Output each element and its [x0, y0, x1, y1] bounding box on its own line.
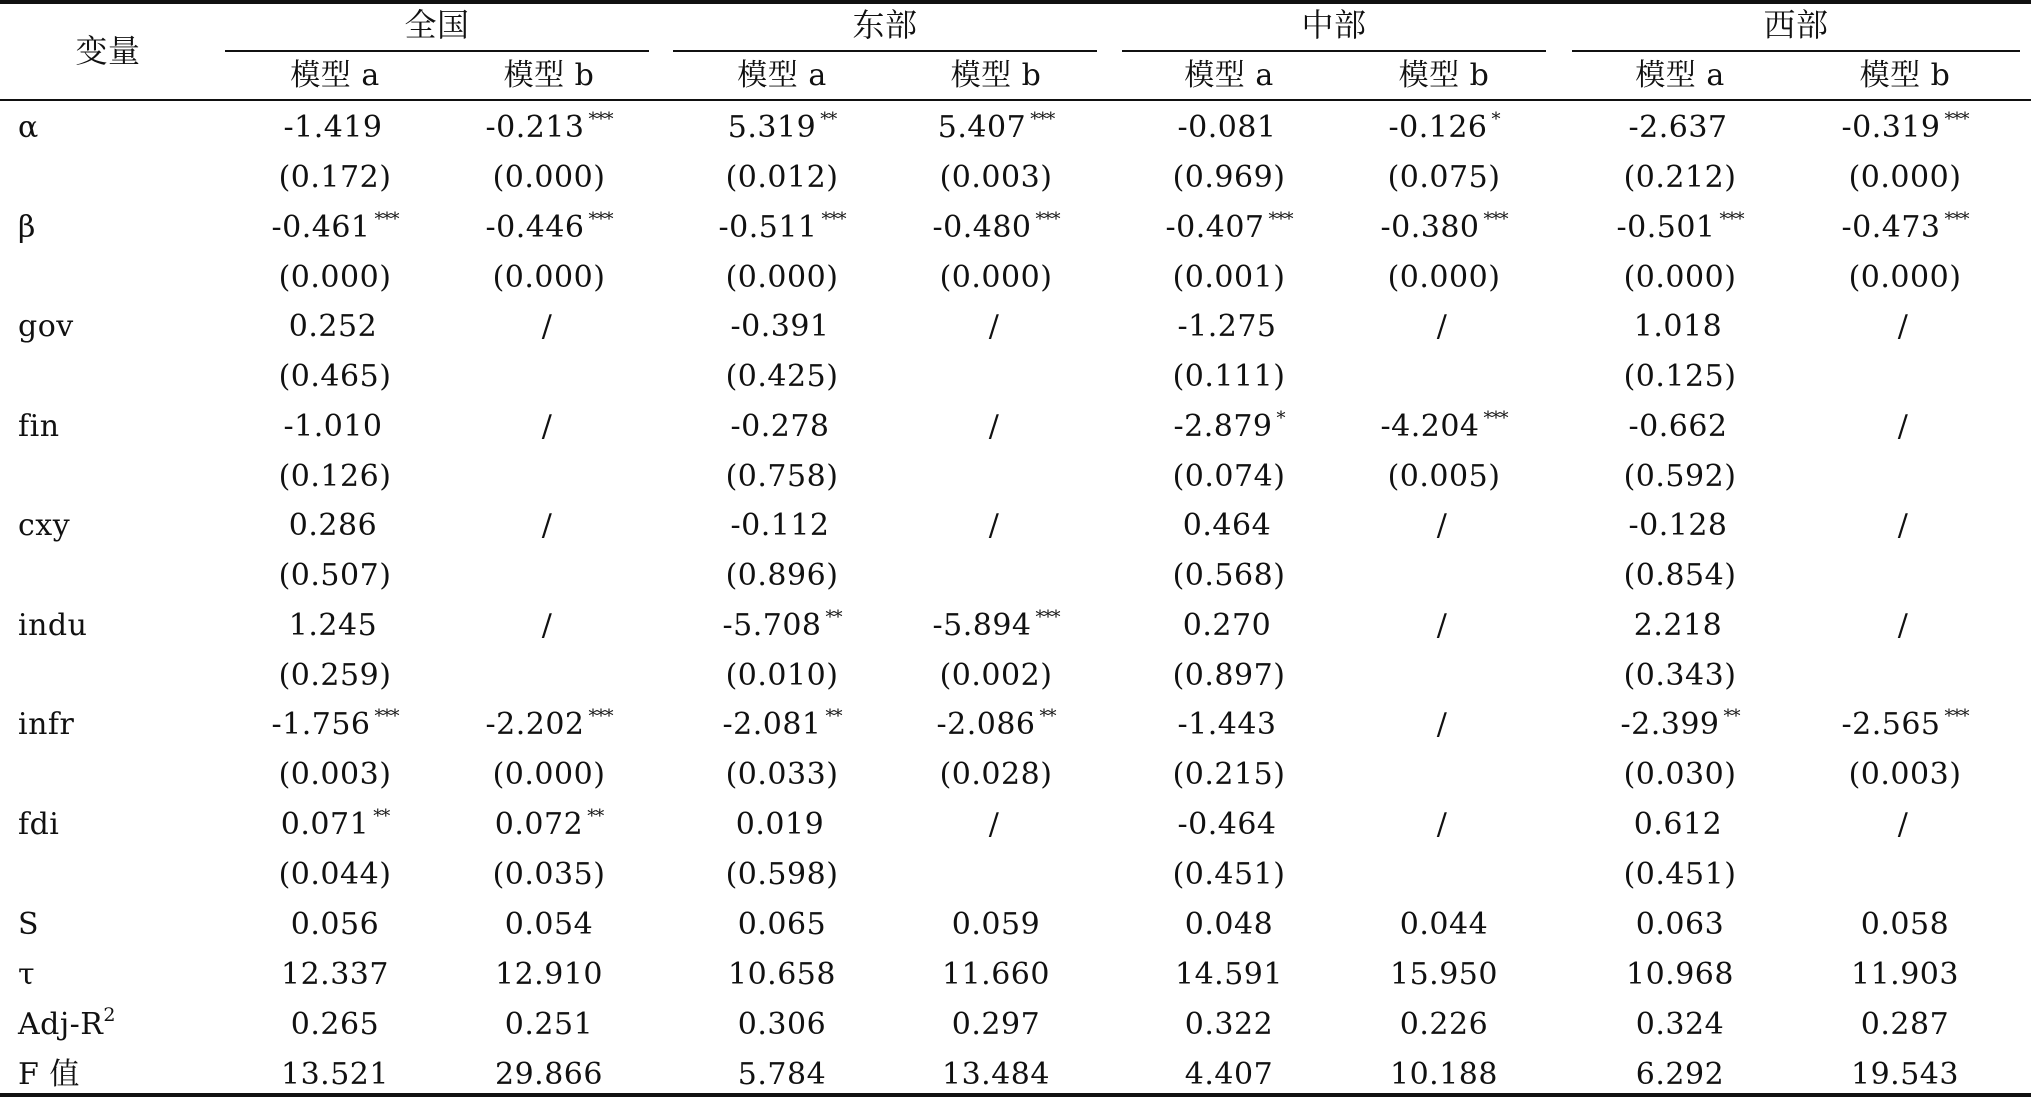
- coefficient-cell: [1380, 408, 1508, 444]
- coefficient-value: /: [1436, 309, 1448, 344]
- stat-value-cell: 10.968: [1626, 957, 1734, 992]
- coefficient-cell: [1633, 807, 1726, 842]
- significance-stars: ***: [821, 209, 846, 230]
- coefficient-value: -2.202: [485, 707, 585, 742]
- coefficient-value: 0.612: [1633, 807, 1723, 842]
- stat-label: [18, 1057, 80, 1092]
- significance-stars: *: [1276, 408, 1285, 429]
- coefficient-value: /: [1897, 508, 1909, 543]
- coefficient-cell: [727, 109, 837, 145]
- coefficient-cell: [1436, 608, 1452, 643]
- p-value-cell: (0.598): [725, 857, 839, 892]
- coefficient-value: /: [1897, 309, 1909, 344]
- coefficient-cell: [722, 706, 842, 742]
- stat-value-cell: 5.784: [737, 1057, 827, 1092]
- coefficient-cell: [271, 706, 399, 742]
- coefficient-cell: [1897, 608, 1913, 643]
- coefficient-cell: [1633, 608, 1726, 643]
- coefficient-value: -0.128: [1628, 508, 1728, 543]
- significance-stars: ***: [1030, 109, 1055, 130]
- significance-stars: ***: [588, 706, 613, 727]
- stat-value-cell: 15.950: [1390, 957, 1498, 992]
- p-value-cell: (0.028): [939, 757, 1053, 792]
- coefficient-cell: [1436, 707, 1452, 742]
- significance-stars: ***: [1719, 209, 1744, 230]
- stat-value-cell: 12.337: [281, 957, 389, 992]
- model-header-b: 模型 b: [1398, 58, 1490, 93]
- coefficient-value: -0.081: [1177, 110, 1277, 145]
- stat-value-cell: 0.058: [1860, 907, 1950, 942]
- stat-value-cell: 0.322: [1184, 1007, 1274, 1042]
- coefficient-value: -2.637: [1628, 110, 1728, 145]
- stat-value-cell: 0.054: [504, 907, 594, 942]
- coefficient-cell: [1841, 209, 1969, 245]
- p-value-cell: (0.758): [725, 459, 839, 494]
- p-value-cell: (0.012): [725, 160, 839, 195]
- table-bottom-rule: [0, 1093, 2031, 1097]
- coefficient-cell: [932, 607, 1060, 643]
- significance-stars: **: [373, 806, 390, 827]
- stat-value-cell: 13.484: [942, 1057, 1050, 1092]
- coefficient-value: /: [988, 409, 1000, 444]
- p-value-cell: (0.896): [725, 558, 839, 593]
- p-value-cell: (0.465): [278, 359, 392, 394]
- model-header-b: 模型 b: [1859, 58, 1951, 93]
- coefficient-value: /: [541, 608, 553, 643]
- stat-value-cell: 10.658: [728, 957, 836, 992]
- coefficient-value: -0.501: [1616, 210, 1716, 245]
- stat-value-cell: 0.287: [1860, 1007, 1950, 1042]
- coefficient-cell: [485, 706, 613, 742]
- coefficient-cell: [280, 806, 390, 842]
- stat-value-cell: 0.065: [737, 907, 827, 942]
- p-value-cell: (0.343): [1623, 658, 1737, 693]
- coefficient-value: 0.464: [1182, 508, 1272, 543]
- p-value-cell: (0.215): [1172, 757, 1286, 792]
- coefficient-value: 0.286: [288, 508, 378, 543]
- coefficient-cell: [1897, 508, 1913, 543]
- coefficient-cell: [485, 209, 613, 245]
- group-header-central: 中部: [1301, 6, 1367, 44]
- coefficient-cell: [730, 508, 833, 543]
- row-label: cxy: [18, 508, 71, 543]
- p-value-cell: (0.005): [1387, 459, 1501, 494]
- stat-label: [18, 907, 40, 942]
- coefficient-value: -4.204: [1380, 409, 1480, 444]
- coefficient-cell: [1380, 209, 1508, 245]
- coefficient-cell: [541, 409, 557, 444]
- coefficient-cell: [1628, 409, 1731, 444]
- group-underline-west: [1572, 50, 2020, 52]
- p-value-cell: (0.000): [1848, 260, 1962, 295]
- coefficient-cell: [1616, 209, 1744, 245]
- stat-value-cell: 0.063: [1635, 907, 1725, 942]
- significance-stars: ***: [1944, 706, 1969, 727]
- stat-value-cell: 0.324: [1635, 1007, 1725, 1042]
- coefficient-cell: [988, 807, 1004, 842]
- coefficient-value: -1.010: [283, 409, 383, 444]
- stat-value-cell: 11.660: [942, 957, 1050, 992]
- p-value-cell: (0.000): [939, 260, 1053, 295]
- coefficient-cell: [541, 508, 557, 543]
- significance-stars: ***: [1944, 209, 1969, 230]
- coefficient-value: -2.086: [936, 707, 1036, 742]
- p-value-cell: (0.592): [1623, 459, 1737, 494]
- stat-value-cell: 6.292: [1635, 1057, 1725, 1092]
- coefficient-value: 1.245: [288, 608, 378, 643]
- coefficient-value: -1.443: [1177, 707, 1277, 742]
- coefficient-value: 1.018: [1633, 309, 1723, 344]
- p-value-cell: (0.000): [1623, 260, 1737, 295]
- coefficient-value: -0.112: [730, 508, 830, 543]
- coefficient-value: 5.319: [727, 110, 817, 145]
- group-underline-national: [225, 50, 649, 52]
- coefficient-value: -2.565: [1841, 707, 1941, 742]
- coefficient-cell: [1841, 706, 1969, 742]
- row-label: infr: [18, 707, 75, 742]
- row-label: indu: [18, 608, 88, 643]
- coefficient-cell: [722, 607, 842, 643]
- significance-stars: **: [1039, 706, 1056, 727]
- coefficient-value: -0.464: [1177, 807, 1277, 842]
- p-value-cell: (0.259): [278, 658, 392, 693]
- stat-label: [18, 1004, 116, 1042]
- stat-value-cell: 0.044: [1399, 907, 1489, 942]
- coefficient-cell: [1182, 508, 1275, 543]
- coefficient-value: -2.879: [1173, 409, 1273, 444]
- p-value-cell: (0.425): [725, 359, 839, 394]
- p-value-cell: (0.897): [1172, 658, 1286, 693]
- stat-value-cell: 4.407: [1184, 1057, 1274, 1092]
- group-underline-central: [1122, 50, 1546, 52]
- stat-value-cell: 0.306: [737, 1007, 827, 1042]
- stat-value-cell: 0.265: [290, 1007, 380, 1042]
- coefficient-value: /: [541, 309, 553, 344]
- row-label: β: [18, 210, 36, 245]
- stat-label-superscript: 2: [103, 1004, 116, 1026]
- coefficient-value: -1.756: [271, 707, 371, 742]
- coefficient-value: 0.071: [280, 807, 370, 842]
- coefficient-value: -2.399: [1620, 707, 1720, 742]
- significance-stars: *: [1491, 109, 1500, 130]
- significance-stars: **: [1723, 706, 1740, 727]
- coefficient-cell: [1897, 807, 1913, 842]
- p-value-cell: (0.451): [1172, 857, 1286, 892]
- coefficient-value: 5.407: [937, 110, 1027, 145]
- p-value-cell: (0.126): [278, 459, 392, 494]
- p-value-cell: (0.003): [939, 160, 1053, 195]
- p-value-cell: (0.568): [1172, 558, 1286, 593]
- stat-label-text: τ: [18, 957, 36, 992]
- coefficient-cell: [271, 209, 399, 245]
- p-value-cell: (0.002): [939, 658, 1053, 693]
- header-bottom-rule: [0, 99, 2031, 101]
- coefficient-cell: [718, 209, 846, 245]
- coefficient-value: /: [1436, 707, 1448, 742]
- coefficient-cell: [1628, 110, 1731, 145]
- p-value-cell: (0.507): [278, 558, 392, 593]
- significance-stars: **: [820, 109, 837, 130]
- coefficient-cell: [1897, 309, 1913, 344]
- coefficient-cell: [288, 608, 381, 643]
- header-variable-label: 变量: [75, 32, 141, 70]
- coefficient-value: 2.218: [1633, 608, 1723, 643]
- coefficient-value: 0.270: [1182, 608, 1272, 643]
- coefficient-value: /: [1436, 807, 1448, 842]
- coefficient-cell: [1436, 309, 1452, 344]
- coefficient-cell: [1633, 309, 1726, 344]
- coefficient-value: 0.019: [735, 807, 825, 842]
- significance-stars: ***: [1035, 209, 1060, 230]
- p-value-cell: (0.172): [278, 160, 392, 195]
- p-value-cell: (0.030): [1623, 757, 1737, 792]
- model-header-a: 模型 a: [1184, 58, 1274, 93]
- coefficient-cell: [288, 508, 381, 543]
- coefficient-value: /: [988, 508, 1000, 543]
- coefficient-cell: [1177, 309, 1280, 344]
- p-value-cell: (0.000): [492, 757, 606, 792]
- coefficient-cell: [1841, 109, 1969, 145]
- significance-stars: ***: [1483, 408, 1508, 429]
- significance-stars: **: [825, 607, 842, 628]
- coefficient-cell: [494, 806, 604, 842]
- coefficient-cell: [1177, 110, 1280, 145]
- p-value-cell: (0.044): [278, 857, 392, 892]
- row-label: fdi: [18, 807, 60, 842]
- model-header-a: 模型 a: [290, 58, 380, 93]
- p-value-cell: (0.003): [1848, 757, 1962, 792]
- p-value-cell: (0.000): [1387, 260, 1501, 295]
- coefficient-cell: [936, 706, 1056, 742]
- stat-label-text: S: [18, 907, 40, 942]
- p-value-cell: (0.003): [278, 757, 392, 792]
- model-header-a: 模型 a: [1635, 58, 1725, 93]
- coefficient-cell: [283, 110, 386, 145]
- coefficient-cell: [1165, 209, 1293, 245]
- table-top-rule: [0, 0, 2031, 4]
- stat-value-cell: 0.251: [504, 1007, 594, 1042]
- coefficient-value: /: [1897, 608, 1909, 643]
- coefficient-cell: [541, 309, 557, 344]
- coefficient-value: -0.319: [1841, 110, 1941, 145]
- coefficient-cell: [485, 109, 613, 145]
- stat-value-cell: 0.059: [951, 907, 1041, 942]
- coefficient-value: -5.894: [932, 608, 1032, 643]
- coefficient-cell: [288, 309, 381, 344]
- stat-value-cell: 0.056: [290, 907, 380, 942]
- coefficient-cell: [1628, 508, 1731, 543]
- coefficient-cell: [730, 409, 833, 444]
- coefficient-value: /: [988, 807, 1000, 842]
- group-header-national: 全国: [404, 6, 470, 44]
- coefficient-value: -5.708: [722, 608, 822, 643]
- model-header-b: 模型 b: [503, 58, 595, 93]
- coefficient-cell: [730, 309, 833, 344]
- significance-stars: ***: [1944, 109, 1969, 130]
- p-value-cell: (0.035): [492, 857, 606, 892]
- p-value-cell: (0.001): [1172, 260, 1286, 295]
- row-label: gov: [18, 309, 74, 344]
- significance-stars: ***: [588, 109, 613, 130]
- coefficient-cell: [1436, 807, 1452, 842]
- p-value-cell: (0.074): [1172, 459, 1286, 494]
- coefficient-value: /: [1897, 409, 1909, 444]
- stat-label-text: Adj-R: [18, 1007, 104, 1042]
- coefficient-value: -1.419: [283, 110, 383, 145]
- significance-stars: ***: [1483, 209, 1508, 230]
- significance-stars: **: [825, 706, 842, 727]
- p-value-cell: (0.969): [1172, 160, 1286, 195]
- p-value-cell: (0.033): [725, 757, 839, 792]
- coefficient-value: -0.461: [271, 210, 371, 245]
- coefficient-value: /: [1436, 608, 1448, 643]
- row-label: α: [18, 110, 39, 145]
- stat-value-cell: 29.866: [495, 1057, 603, 1092]
- stat-value-cell: 0.226: [1399, 1007, 1489, 1042]
- coefficient-value: 0.072: [494, 807, 584, 842]
- significance-stars: ***: [588, 209, 613, 230]
- group-underline-east: [673, 50, 1097, 52]
- row-label: fin: [18, 409, 60, 444]
- coefficient-cell: [283, 409, 386, 444]
- coefficient-cell: [1173, 408, 1285, 444]
- coefficient-cell: [988, 409, 1004, 444]
- coefficient-value: -0.446: [485, 210, 585, 245]
- stat-value-cell: 14.591: [1175, 957, 1283, 992]
- coefficient-value: /: [541, 409, 553, 444]
- stat-value-cell: 10.188: [1390, 1057, 1498, 1092]
- p-value-cell: (0.000): [1848, 160, 1962, 195]
- stat-value-cell: 11.903: [1851, 957, 1959, 992]
- p-value-cell: (0.854): [1623, 558, 1737, 593]
- coefficient-value: -0.473: [1841, 210, 1941, 245]
- coefficient-value: /: [1897, 807, 1909, 842]
- coefficient-value: -0.662: [1628, 409, 1728, 444]
- p-value-cell: (0.000): [725, 260, 839, 295]
- coefficient-cell: [1182, 608, 1275, 643]
- group-header-west: 西部: [1763, 6, 1829, 44]
- model-header-b: 模型 b: [950, 58, 1042, 93]
- coefficient-cell: [937, 109, 1055, 145]
- significance-stars: ***: [1035, 607, 1060, 628]
- coefficient-value: -0.511: [718, 210, 818, 245]
- stat-value-cell: 19.543: [1851, 1057, 1959, 1092]
- p-value-cell: (0.451): [1623, 857, 1737, 892]
- stat-value-cell: 0.048: [1184, 907, 1274, 942]
- significance-stars: ***: [374, 209, 399, 230]
- p-value-cell: (0.000): [492, 160, 606, 195]
- p-value-cell: (0.125): [1623, 359, 1737, 394]
- model-header-a: 模型 a: [737, 58, 827, 93]
- coefficient-value: /: [988, 309, 1000, 344]
- coefficient-cell: [932, 209, 1060, 245]
- coefficient-value: /: [1436, 508, 1448, 543]
- p-value-cell: (0.075): [1387, 160, 1501, 195]
- coefficient-cell: [1620, 706, 1740, 742]
- p-value-cell: (0.000): [492, 260, 606, 295]
- significance-stars: ***: [1268, 209, 1293, 230]
- significance-stars: **: [587, 806, 604, 827]
- coefficient-cell: [988, 309, 1004, 344]
- p-value-cell: (0.000): [278, 260, 392, 295]
- coefficient-cell: [1388, 109, 1500, 145]
- significance-stars: ***: [374, 706, 399, 727]
- stat-label-text: F 值: [18, 1057, 80, 1092]
- coefficient-value: -0.480: [932, 210, 1032, 245]
- coefficient-value: -1.275: [1177, 309, 1277, 344]
- coefficient-cell: [1436, 508, 1452, 543]
- coefficient-value: -2.081: [722, 707, 822, 742]
- coefficient-cell: [1177, 707, 1280, 742]
- coefficient-cell: [541, 608, 557, 643]
- coefficient-cell: [988, 508, 1004, 543]
- stat-label: [18, 957, 36, 992]
- p-value-cell: (0.212): [1623, 160, 1737, 195]
- coefficient-cell: [735, 807, 828, 842]
- coefficient-value: -0.126: [1388, 110, 1488, 145]
- coefficient-value: -0.407: [1165, 210, 1265, 245]
- coefficient-value: -0.380: [1380, 210, 1480, 245]
- coefficient-value: -0.213: [485, 110, 585, 145]
- coefficient-value: -0.278: [730, 409, 830, 444]
- stat-value-cell: 13.521: [281, 1057, 389, 1092]
- coefficient-cell: [1177, 807, 1280, 842]
- stat-value-cell: 12.910: [495, 957, 603, 992]
- p-value-cell: (0.010): [725, 658, 839, 693]
- coefficient-value: 0.252: [288, 309, 378, 344]
- p-value-cell: (0.111): [1172, 359, 1286, 394]
- coefficient-cell: [1897, 409, 1913, 444]
- coefficient-value: -0.391: [730, 309, 830, 344]
- group-header-east: 东部: [852, 6, 918, 44]
- stat-value-cell: 0.297: [951, 1007, 1041, 1042]
- coefficient-value: /: [541, 508, 553, 543]
